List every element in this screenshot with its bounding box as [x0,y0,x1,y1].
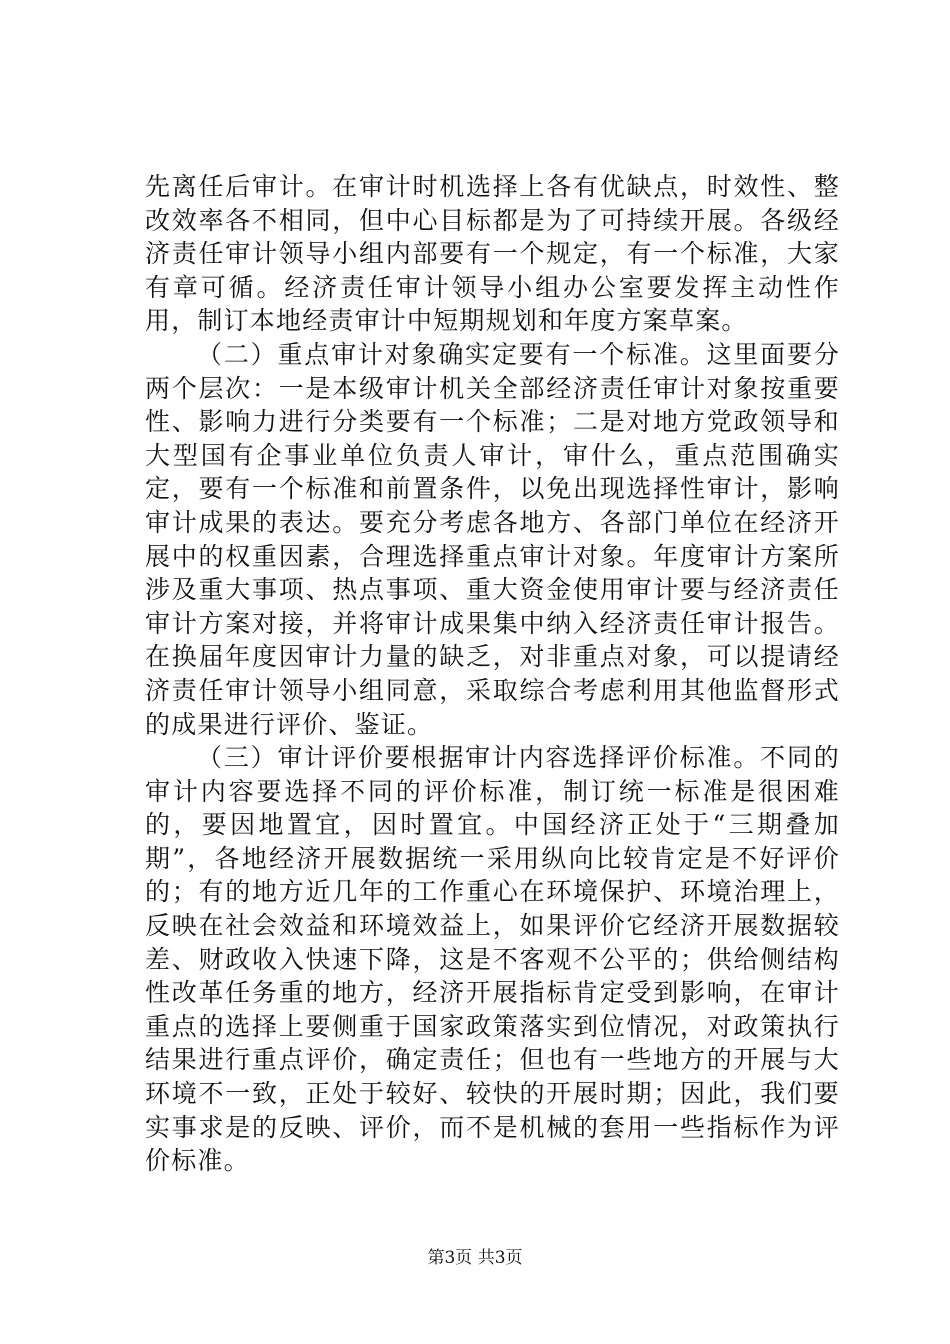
document-body [145,170,840,1178]
paragraph-1: 先离任后审计。在审计时机选择上各有优缺点，时效性、整改效率各不相同，但中心目标都是为了可持续开展。各级经济责任审计领导小组内部要有一个规定，有一个标准，大家有章可循。经济责任审计领导小组办公室要发挥主动性作用，制订本地经责审计中短期规划和年度方案草案。 [145,172,840,336]
paragraph-3: （三）审计评价要根据审计内容选择评价标准。不同的审计内容要选择不同的评价标准，制订统一标准是很困难的，要因地置宜，因时置宜。中国经济正处于“三期叠加期”，各地经济开展数据统一采用纵向比较肯定是不好评价的；有的地方近几年的工作重心在环境保护、环境治理上，反映在社会效益和环境效益上，如果评价它经济开展数据较差、财政收入快速下降，这是不客观不公平的；供给侧结构性改革任务重的地方，经济开展指标肯定受到影响，在审计重点的选择上要侧重于国家政策落实到位情况，对政策执行结果进行重点评价，确定责任；但也有一些地方的开展与大环境不一致，正处于较好、较快的开展时期；因此，我们要实事求是的反映、评价，而不是机械的套用一些指标作为评价标准。 [145,743,840,1176]
paragraph-2: （二）重点审计对象确实定要有一个标准。这里面要分两个层次：一是本级审计机关全部经济责任审计对象按重要性、影响力进行分类要有一个标准；二是对地方党政领导和大型国有企事业单位负责人审计，审什么，重点范围确实定，要有一个标准和前置条件，以免出现选择性审计，影响审计成果的表达。要充分考虑各地方、各部门单位在经济开展中的权重因素，合理选择重点审计对象。年度审计方案所涉及重大事项、热点事项、重大资金使用审计要与经济责任审计方案对接，并将审计成果集中纳入经济责任审计报告。在换届年度因审计力量的缺乏，对非重点对象，可以提请经济责任审计领导小组同意，采取综合考虑利用其他监督形式的成果进行评价、鉴证。 [145,339,840,739]
page-footer: 第3页 共3页 [427,1248,523,1268]
